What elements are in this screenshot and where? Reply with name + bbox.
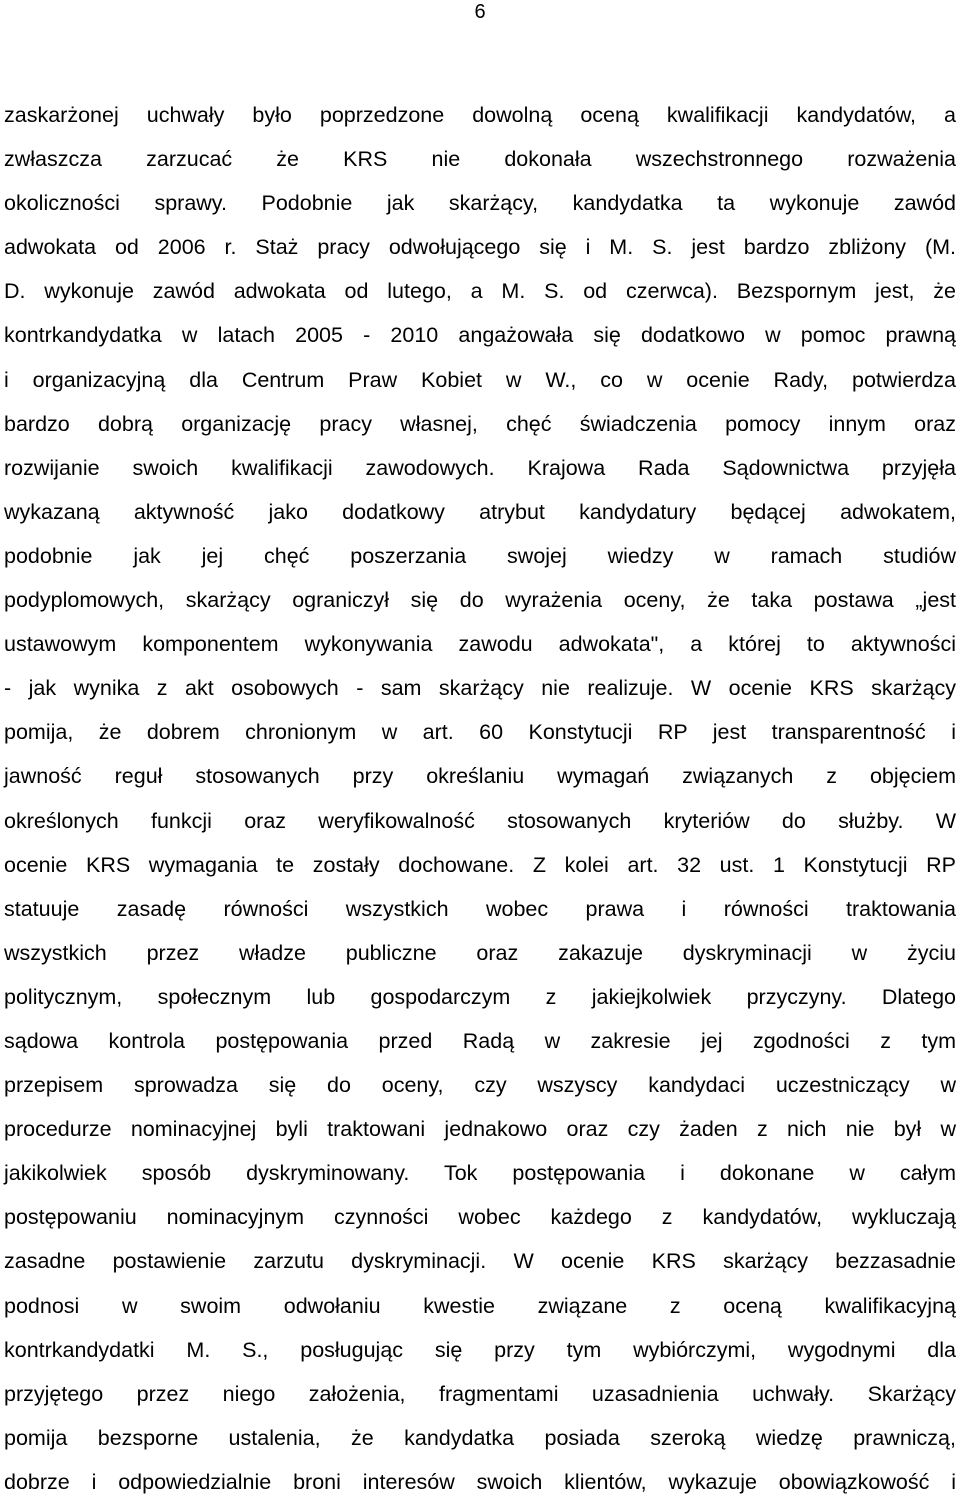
document-body	[4, 93, 956, 1504]
text-line: pomija, że dobrem chronionym w art. 60 Konstytucji RP jest transparentność i	[4, 720, 956, 745]
text-line: podnosi w swoim odwołaniu kwestie związane z oceną kwalifikacyjną	[4, 1293, 956, 1318]
text-line: postępowaniu nominacyjnym czynności wobec każdego z kandydatów, wykluczają	[4, 1205, 956, 1230]
text-line: ustawowym komponentem wykonywania zawodu adwokata", a której to aktywności	[4, 632, 956, 657]
text-line: podobnie jak jej chęć poszerzania swojej wiedzy w ramach studiów	[4, 543, 956, 568]
text-line: sądowa kontrola postępowania przed Radą w zakresie jej zgodności z tym	[4, 1028, 956, 1053]
text-line: zaskarżonej uchwały było poprzedzone dowolną oceną kwalifikacji kandydatów, a	[4, 103, 956, 127]
text-line: i organizacyjną dla Centrum Praw Kobiet w W., co w ocenie Rady, potwierdza	[4, 367, 956, 392]
text-line: kontrkandydatka w latach 2005 - 2010 angażowała się dodatkowo w pomoc prawną	[4, 323, 956, 348]
text-line: politycznym, społecznym lub gospodarczym z jakiejkolwiek przyczyny. Dlatego	[4, 984, 956, 1009]
text-line: jakikolwiek sposób dyskryminowany. Tok postępowania i dokonane w całym	[4, 1161, 956, 1186]
text-line: określonych funkcji oraz weryfikowalność stosowanych kryteriów do służby. W	[4, 808, 956, 833]
text-line: wykazaną aktywność jako dodatkowy atrybut kandydatury będącej adwokatem,	[4, 499, 956, 524]
text-line: - jak wynika z akt osobowych - sam skarżący nie realizuje. W ocenie KRS skarżący	[4, 676, 956, 701]
text-line: adwokata od 2006 r. Staż pracy odwołującego się i M. S. jest bardzo zbliżony (M.	[4, 235, 956, 260]
text-line: procedurze nominacyjnej byli traktowani jednakowo oraz czy żaden z nich nie był w	[4, 1117, 956, 1142]
text-line: kontrkandydatki M. S., posługując się przy tym wybiórczymi, wygodnymi dla	[4, 1337, 956, 1362]
text-line: przyjętego przez niego założenia, fragmentami uzasadnienia uchwały. Skarżący	[4, 1381, 956, 1406]
text-line: dobrze i odpowiedzialnie broni interesów swoich klientów, wykazuje obowiązkowość i	[4, 1469, 956, 1494]
text-line: przepisem sprowadza się do oceny, czy wszyscy kandydaci uczestniczący w	[4, 1073, 956, 1098]
text-line: D. wykonuje zawód adwokata od lutego, a M. S. od czerwca). Bezspornym jest, że	[4, 279, 956, 304]
text-line: okoliczności sprawy. Podobnie jak skarżący, kandydatka ta wykonuje zawód	[4, 191, 956, 216]
text-line: rozwijanie swoich kwalifikacji zawodowych. Krajowa Rada Sądownictwa przyjęła	[4, 455, 956, 480]
text-line: zwłaszcza zarzucać że KRS nie dokonała wszechstronnego rozważenia	[4, 147, 956, 172]
text-line: bardzo dobrą organizację pracy własnej, chęć świadczenia pomocy innym oraz	[4, 411, 956, 436]
text-line: zasadne postawienie zarzutu dyskryminacji. W ocenie KRS skarżący bezzasadnie	[4, 1249, 956, 1274]
text-line: wszystkich przez władze publiczne oraz zakazuje dyskryminacji w życiu	[4, 940, 956, 965]
text-line: podyplomowych, skarżący ograniczył się do wyrażenia oceny, że taka postawa „jest	[4, 588, 956, 613]
text-line: pomija bezsporne ustalenia, że kandydatka posiada szeroką wiedzę prawniczą,	[4, 1425, 956, 1450]
text-line: statuuje zasadę równości wszystkich wobec prawa i równości traktowania	[4, 896, 956, 921]
page-number: 6	[474, 1, 486, 23]
text-line: ocenie KRS wymagania te zostały dochowane. Z kolei art. 32 ust. 1 Konstytucji RP	[4, 852, 956, 877]
text-line: jawność reguł stosowanych przy określaniu wymagań związanych z objęciem	[4, 764, 956, 789]
